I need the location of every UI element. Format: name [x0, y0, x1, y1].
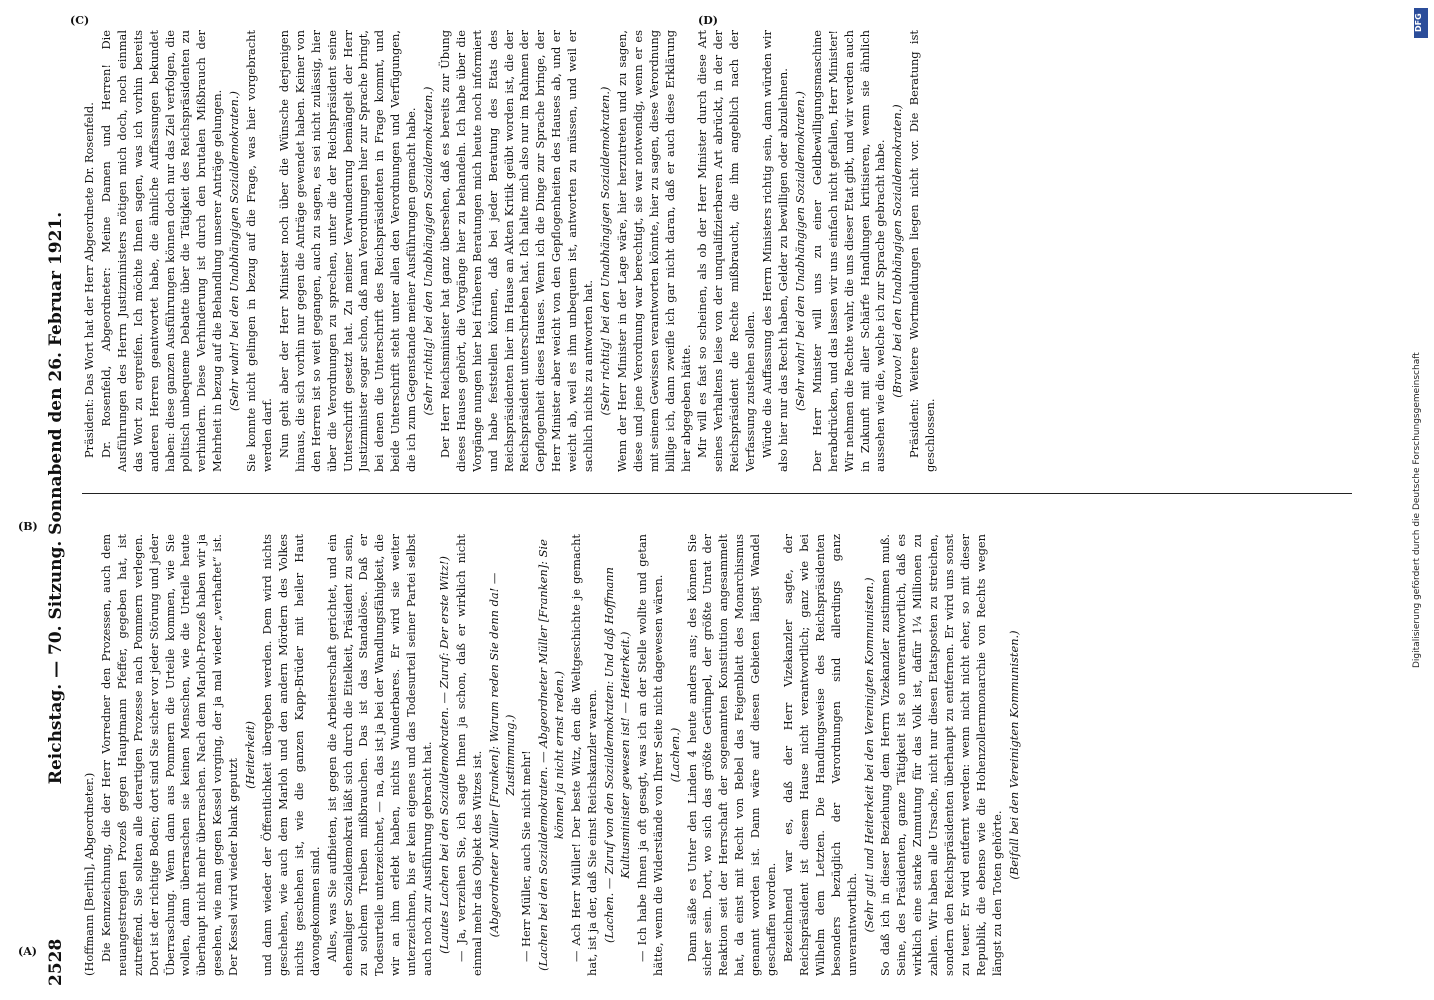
paragraph: Bezeichnend war es, daß der Herr Vizekanzler sagte, der Reichspräsident ist diesem Hause nicht verantwortlich; ganz wie bei Wilhelm dem Letzten. Die Handlungsweise des Reichspräsidenten besonders bezüglich der Verordnungen sind allerdings ganz unverantwortlich.	[780, 534, 859, 976]
interjection: (Beifall bei den Vereinigten Kommunisten.)	[1006, 630, 1021, 880]
margin-mark-d: (D)	[698, 14, 718, 27]
paragraph: Sie konnte nicht gelingen in bezug auf die Frage, was hier vorgebracht werden darf.	[244, 30, 274, 472]
paragraph: Nun geht aber der Herr Minister noch über die Wünsche derjenigen hinaus, die sich vorhin nur gegen die Anträge gewendet haben. Keiner von den Herren ist so weit gegangen, auch zu sagen, es sei nicht zulässig, hier über die Verordnungen zu sprechen, unter die der Reichspräsident seine Unterschrift gesetzt hat. Zu meiner Verwunderung bemängelt der Herr Justizminister sogar schon, daß man Verordnungen hier zur Sprache bringt, bei denen die Unterschrift des Reichspräsidenten in Frage kommt, und beide Unterschrift steht unter allen den Verordnungen und Verfügungen, die ich zum Gegenstande meiner Ausführungen gemacht habe.	[276, 30, 419, 472]
interjection: (Bravo! bei den Unabhängigen Sozialdemokraten.)	[890, 104, 905, 398]
page-header	[42, 10, 76, 986]
page-number: 2528	[46, 938, 66, 986]
margin-mark-b: (B)	[18, 520, 38, 533]
paragraph: und dann wieder der Öffentlichkeit übergeben werden. Dem wird nichts geschehen, wie auch dem Marloh und den andern Mördern des Volkes nichts geschehen ist, wie die ganzen Kapp-Brüder mit heiler Haut davongekommen sind.	[259, 534, 322, 976]
interjection: (Lachen.)	[667, 727, 682, 783]
paragraph: Dr. Rosenfeld, Abgeordneter: Meine Damen und Herren! Die Ausführungen des Herrn Justizministers nötigen mich doch, noch einmal das Wort zu ergreifen. Ich möchte Ihnen sagen, was ich vorhin bereits anderen Herren geantwortet habe, die ähnliche Auffassungen bekundet haben: diese ganzen Ausführungen können doch nur das Ziel verfolgen, die politisch unbequeme Debatte über die Tätigkeit des Reichspräsidenten zu verhindern. Diese Verhinderung ist durch den brutalen Mißbrauch der Mehrheit in bezug auf die Behandlung unserer Anträge gelungen.	[98, 30, 225, 472]
left-column	[82, 534, 1352, 976]
paragraph: Der Herr Minister will uns zu einer Geldbewilligungsmaschine herabdrücken, und das lassen wir uns einfach nicht gefallen, Herr Minister! Wir nehmen die Rechte wahr, die uns dieser Etat gibt, und wir werden auch in Zukunft mit aller Schärfe Handlungen kritisieren, wenn sie ähnlich aussehen wie die, welche ich zur Sprache gebracht habe.	[809, 30, 888, 472]
interjection: (Heiterkeit)	[243, 721, 258, 789]
paragraph: Präsident: Weitere Wortmeldungen liegen nicht vor. Die Beratung ist geschlossen.	[907, 30, 938, 472]
paragraph: Die Kennzeichnung, die der Herr Vorredner den Prozessen, auch dem neuangestrengten Prozeß gegen Hauptmann Pfeffer, gegeben hat, ist zutreffend. Sie sollten alle derartigen Prozesse nach Pommern verlegen. Dort ist der richtige Boden; dort sind Sie sicher vor jeder Störung und jeder Überraschung. Wenn dann aus Pommern die Urteile kommen, wie Sie wollen, dann überraschen sie keinen Menschen, wie die Urteile heute überhaupt nicht mehr überraschen. Nach dem Marloh-Prozeß haben wir ja gesehen, wie man gegen Kessel vorging, der ja mal wieder „verhaftet“ ist. Der Kessel wird wieder blank geputzt	[98, 534, 241, 976]
paragraph: — Ach Herr Müller! Der beste Witz, den die Weltgeschichte je gemacht hat, ist ja der, daß Sie einst Reichskanzler waren.	[569, 534, 600, 976]
paragraph: Dann säße es Unter den Linden 4 heute anders aus; des können Sie sicher sein. Dort, wo sich das größte Gerümpel, der größte Unrat der Reaktion seit der Herrschaft der sogenannten Konstitution angesammelt hat, da einst mit Recht von Bebel das Feigenblatt des Monarchismus genannt worden ist. Dann wäre auf diesen Gebieten längst Wandel geschaffen worden.	[684, 534, 779, 976]
speaker-note: (Hoffmann [Berlin], Abgeordneter.)	[82, 772, 96, 976]
interjection: (Sehr wahr! bei den Unabhängigen Sozialdemokraten.)	[792, 91, 807, 411]
column-divider	[82, 493, 1352, 494]
paragraph: Mir will es fast so scheinen, als ob der Herr Minister durch diese Art seines Verhaltens leise von der unqualifizierbaren Art abrückt, in der der Reichspräsident die Rechte mißbraucht, die ihm angeblich nach der Verfassung zustehen sollen.	[695, 30, 758, 472]
rotated-page	[42, 10, 1362, 986]
paragraph: Würde die Auffassung des Herrn Ministers richtig sein, dann würden wir also hier nur das Recht haben, Gelder zu bewilligen oder abzulehnen.	[760, 30, 790, 472]
margin-mark-a: (A)	[18, 945, 37, 958]
interjection: (Sehr richtig! bei den Unabhängigen Sozialdemokraten.)	[598, 86, 612, 416]
dfg-sidebar	[1412, 8, 1432, 708]
paragraph: — Ja, verzeihen Sie, ich sagte Ihnen ja schon, daß er wirklich nicht einmal mehr das Objekt des Witzes ist.	[453, 534, 484, 976]
funding-note: Digitalisierung gefördert durch die Deutsche Forschungsgemeinschaft	[1412, 352, 1422, 668]
interjection: (Abgeordneter Müller [Franken]: Warum reden Sie denn da! — Zustimmung.)	[486, 572, 517, 938]
paragraph: Wenn der Herr Minister in der Lage wäre, hier herzutreten und zu sagen, diese und jene Verordnung war berechtigt, sie war notwendig, wenn er es mit seinem Gewissen verantworten könnte, hier zu sagen, diese Verordnung billige ich, dann zweifle ich gar nicht daran, daß er auch diese Erklärung hier abgegeben hätte.	[614, 30, 693, 472]
interjection: (Lachen bei den Sozialdemokraten. — Abgeordneter Müller [Franken]: Sie können ja nicht ernst reden.)	[536, 539, 567, 971]
paragraph: Präsident: Das Wort hat der Herr Abgeordnete Dr. Rosenfeld.	[82, 102, 96, 458]
running-title: Reichstag. — 70. Sitzung. Sonnabend den 26. Februar 1921.	[46, 211, 66, 785]
paragraph: — Ich habe Ihnen ja oft gesagt, was ich an der Stelle wollte und getan hätte, wenn die Widerstände von Ihrer Seite nicht dagewesen wären.	[634, 534, 665, 976]
interjection: (Sehr gut! und Heiterkeit bei den Vereinigten Kommunisten.)	[861, 577, 876, 933]
interjection: (Sehr richtig! bei den Unabhängigen Sozialdemokraten.)	[421, 86, 436, 416]
paragraph: Der Herr Reichsminister hat ganz übersehen, daß es bereits zur Übung dieses Hauses gehört, die Vorgänge hier zu behandeln. Ich habe über die Vorgänge nungen hier bei früheren Beratungen mich heute noch informiert und habe feststellen können, daß bei jeder Beratung des Etats des Reichspräsidenten hier im Hause an Akten Kritik geübt worden ist, die der Reichspräsident unterschrieben hat. Ich halte mich also nur im Rahmen der Gepflogenheit dieses Hauses. Wenn ich die Dinge zur Sprache bringe, der Herr Minister aber weicht von den Gepflogenheiten des Hauses ab, und er weicht ab, weil es ihm unbequem ist, antworten zu müssen, und weil er sachlich nichts zu antworten hat.	[437, 30, 596, 472]
dfg-logo: DFG	[1414, 8, 1428, 38]
paragraph: So daß ich in dieser Beziehung dem Herrn Vizekanzler zustimmen muß. Seine, des Präsidenten, ganze Tätigkeit ist so unverantwortlich, daß es wirklich eine starke Zumutung für das Volk ist, dafür 1¼ Millionen zu zahlen. Wir haben alle Ursache, nicht nur diesen Etatsposten zu streichen, sondern den Reichspräsidenten überhaupt zu entfernen. Er wird uns sonst zu teuer. Er wird entfernt werden: wenn nicht nicht eher, so mit dieser Republik, die ebenso wie die Hohenzollernmonarchie von Rechts wegen längst zu den Toten gehörte.	[878, 534, 1004, 976]
interjection: (Lautes Lachen bei den Sozialdemokraten. — Zuruf: Der erste Witz!)	[436, 556, 451, 954]
paragraph: Alles, was Sie aufbieten, ist gegen die Arbeiterschaft gerichtet, und ein ehemaliger Sozialdemokrat läßt sich durch die Eitelkeit, Präsident zu sein, zu solchem Treiben mißbrauchen. Das ist das Standalöse. Daß er Todesurteile unterzeichnet, — na, das ist ja bei der Wandlungsfähigkeit, die wir an ihm erlebt haben, nichts Wunderbares. Er wird sie weiter unterzeichnen, bis er kein eigenes und das Todesurteil seiner Partei selbst auch noch zur Ausführung gebracht hat.	[324, 534, 435, 976]
interjection: (Lachen. — Zuruf von den Sozialdemokraten: Und daß Hoffmann Kultusminister gewesen ist! — Heiterkeit.)	[602, 567, 632, 943]
right-column	[82, 30, 1352, 472]
interjection: (Sehr wahr! bei den Unabhängigen Sozialdemokraten.)	[227, 91, 242, 411]
margin-mark-c: (C)	[70, 14, 90, 27]
paragraph: — Herr Müller, auch Sie nicht mehr!	[519, 750, 534, 962]
